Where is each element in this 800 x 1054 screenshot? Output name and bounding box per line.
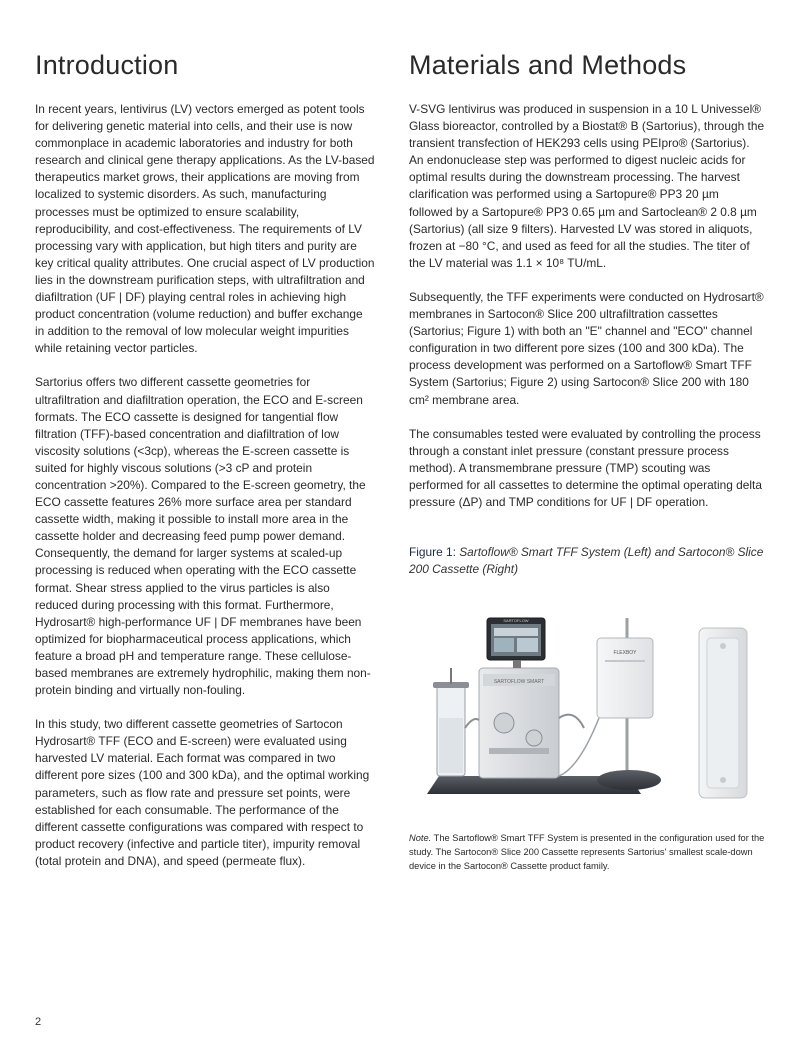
figure-note [409,831,765,873]
introduction-paragraph-1: In recent years, lentivirus (LV) vectors emerged as potent tools for delivering genetic material into cells, and their use is now commonplace in academic laboratories and industry for both research and clinical gene therapy applications. As the LV-based therapeutics market grows, their applications are moving from localized to systemic disorders. As such, manufacturing processes must be optimized to ensure scalability, reproducibility, and cost-effectiveness. The requirements of LV processing vary with application, but high titers and purity are key critical quality attributes. One crucial aspect of LV production lies in the downstream purification steps, with ultrafiltration and diafiltration (UF | DF) playing central roles in achieving high product concentration (volume reduction) and buffer exchange in addition to the removal of low molecular weight impurities while retaining vector particles. [35,102,375,356]
figure-caption [409,544,765,578]
figure-label: Figure 1: [409,545,456,560]
methods-paragraph-2: Subsequently, the TFF experiments were conducted on Hydrosart® membranes in Sartocon® Slice 200 ultrafiltration cassettes (Sartorius; Figure 1) with both an "E" channel and "ECO" channel configuration in two different pore sizes (100 and 300 kDa). The process development was performed on a Sartoflow® Smart TFF System (Sartorius; Figure 2) using Sartocon® Slice 200 with 180 cm² membrane area. [409,289,764,407]
device-label: SARTOFLOW SMART [493,679,545,686]
reservoir-vessel [433,668,469,776]
methods-paragraph-3: The consumables tested were evaluated by controlling the process through a constant inlet pressure (constant pressure process method). A transmembrane pressure (TMP) scouting was performed for all cassettes to determine the optimal operating delta pressure (ΔP) and TMP conditions for UF | DF operation. [409,426,762,509]
figure-title: Sartoflow® Smart TFF System (Left) and Sartocon® Slice 200 Cassette (Right) [409,545,764,577]
flexboy-bag-assembly [559,618,661,790]
figure-note-label: Note. [409,833,432,844]
methods-column [409,50,765,873]
page-number: 2 [35,1016,42,1028]
tff-system-illustration [409,598,765,823]
display-screen [487,618,545,668]
introduction-paragraph-3: In this study, two different cassette geometries of Sartocon Hydrosart® TFF (ECO and E-screen) were evaluated using harvested LV material. Each format was compared in two different pore sizes (100 and 300 kDa), and the optimal working parameters, such as flow rate and pressure set points, were established for each consumable. The performance of the different cassette configurations was compared with respect to product recovery (infective and particle titer), impurity removal (total protein and DNA), and speed (permeate flux). [35,717,370,868]
introduction-column [35,50,375,887]
introduction-heading: Introduction [35,50,179,80]
bag-label: FLEXBOY [613,650,637,657]
methods-paragraph-1: V-SVG lentivirus was produced in suspension in a 10 L Univessel® Glass bioreactor, controlled by a Biostat® B (Sartorius), through the transient transfection of HEK293 cells using PEIpro® (Sartorius). An endonuclease step was performed to digest nucleic acids for optimal results during the downstream processing. The harvest clarification was performed using a Sartopure® PP3 20 µm followed by a Sartopure® PP3 0.65 µm and Sartoclean® 2 0.8 µm (Sartorius) (all size 9 filters). Harvested LV was stored in aliquots, frozen at −80 °C, and used as feed for all the studies. The titer of the LV material was 1.1 × 10⁸ TU/mL. [409,102,765,270]
figure-note-text: The Sartoflow® Smart TFF System is presented in the configuration used for the study. The Sartocon® Slice 200 Cassette represents Sartorius' smallest scale-down device in the Sartocon® Cassette product family. [409,833,765,872]
tff-controller-unit [465,668,584,778]
methods-heading: Materials and Methods [409,50,687,80]
slice-200-cassette [699,628,747,798]
figure-image [409,598,765,823]
screen-label: SARTOFLOW [503,618,529,624]
introduction-paragraph-2: Sartorius offers two different cassette geometries for ultrafiltration and diafiltration operation, the ECO and E-screen formats. The ECO cassette is designed for tangential flow filtration (TFF)-based concentration and diafiltration of low viscosity solutions (<3cp), whereas the E-screen cassette is suited for highly viscous solutions (>3 cP and protein concentration >20%). Compared to the E-screen geometry, the ECO cassette features 26% more surface area per standard cassette width, making it possible to install more area in the cassette holder and decreasing feed pump power demand. Consequently, the demand for larger systems at scaled-up processing is reduced when operating with the ECO cassette format. Shear stress applied to the virus particles is also reduced during processing with this format. Furthermore, Hydrosart® high-performance UF | DF membranes have been optimized for biopharmaceutical process applications, which feature a broad pH and temperature range. These cellulose-based membranes are extremely hydrophilic, making them non-protein binding and virtually non-fouling. [35,375,371,698]
